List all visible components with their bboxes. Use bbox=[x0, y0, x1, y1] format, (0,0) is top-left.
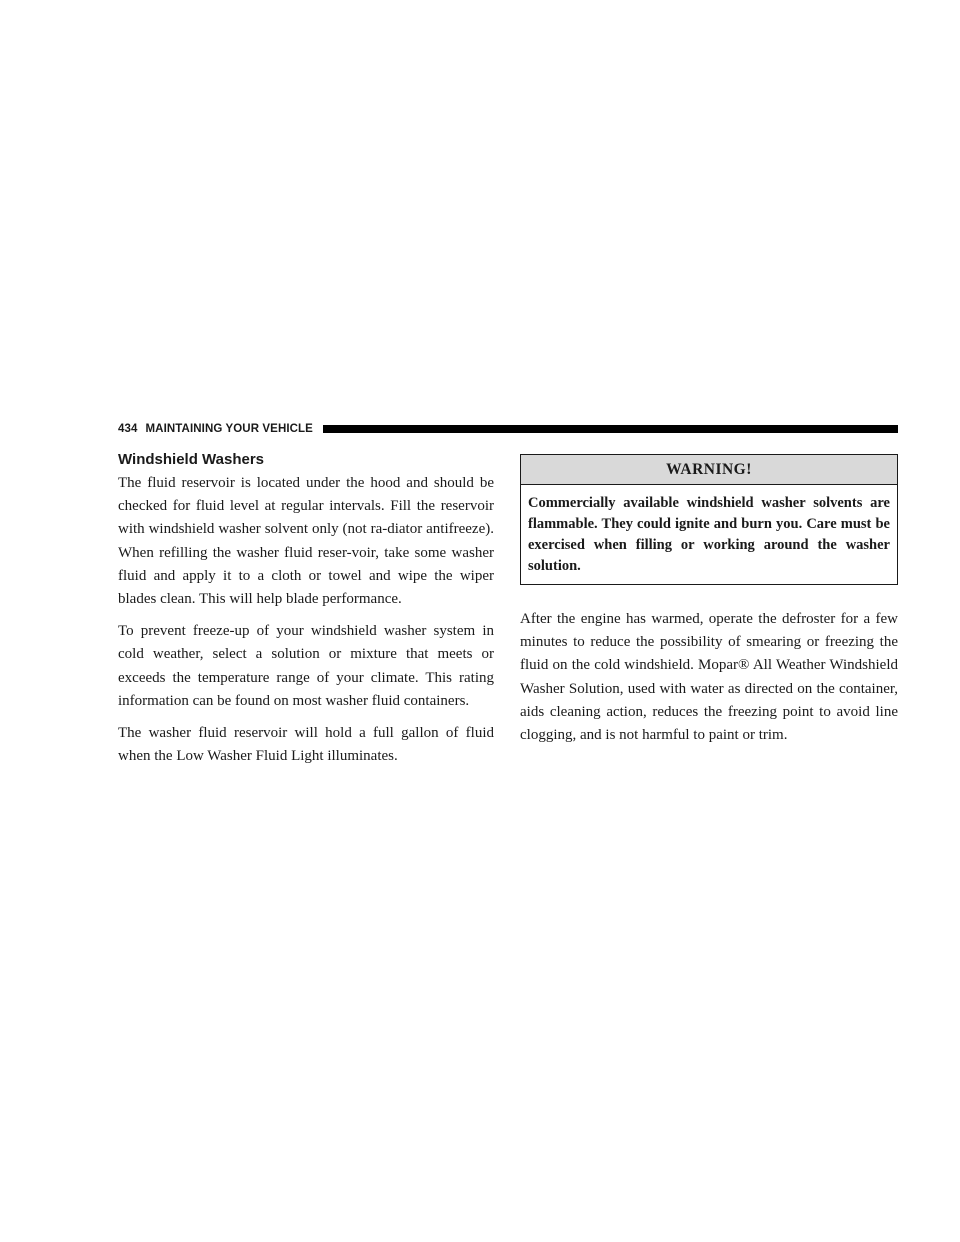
right-column bbox=[520, 454, 898, 747]
paragraph-defroster: After the engine has warmed, operate the defroster for a few minutes to reduce the possibility of smearing or freezing the fluid on the cold windshield. Mopar® All Weather Windshield Washer Solution, used with water as directed on the container, aids cleaning action, reduces the freezing point to avoid line clogging, and is not harmful to paint or trim. bbox=[520, 611, 898, 744]
page-number: 434 bbox=[118, 423, 138, 435]
section-heading: Windshield Washers bbox=[118, 451, 265, 468]
paragraph-fluid-reservoir: The fluid reservoir is located under the hood and should be checked for fluid level at regular intervals. Fill the reservoir with windshield washer solvent only (not ra-diator antifreeze). When refilling the washer fluid reser-voir, take some washer fluid and apply it to a cloth or towel and wipe the wiper blades clean. This will help blade performance. bbox=[118, 475, 494, 608]
paragraph-reservoir-capacity: The washer fluid reservoir will hold a full gallon of fluid when the Low Washer Fluid Light illuminates. bbox=[118, 725, 494, 765]
warning-box bbox=[520, 454, 898, 585]
paragraph-freeze-up: To prevent freeze-up of your windshield washer system in cold weather, select a solution or mixture that meets or exceeds the temperature range of your climate. This rating information can be found on most washer fluid containers. bbox=[118, 623, 494, 709]
section-title: MAINTAINING YOUR VEHICLE bbox=[145, 423, 313, 435]
warning-title: WARNING! bbox=[521, 455, 897, 485]
warning-body: Commercially available windshield washer solvents are flammable. They could ignite and burn you. Care must be exercised when filling or working around the washer solution. bbox=[528, 495, 890, 574]
left-column bbox=[118, 448, 494, 768]
header-rule bbox=[323, 425, 898, 433]
page-header bbox=[118, 422, 898, 436]
